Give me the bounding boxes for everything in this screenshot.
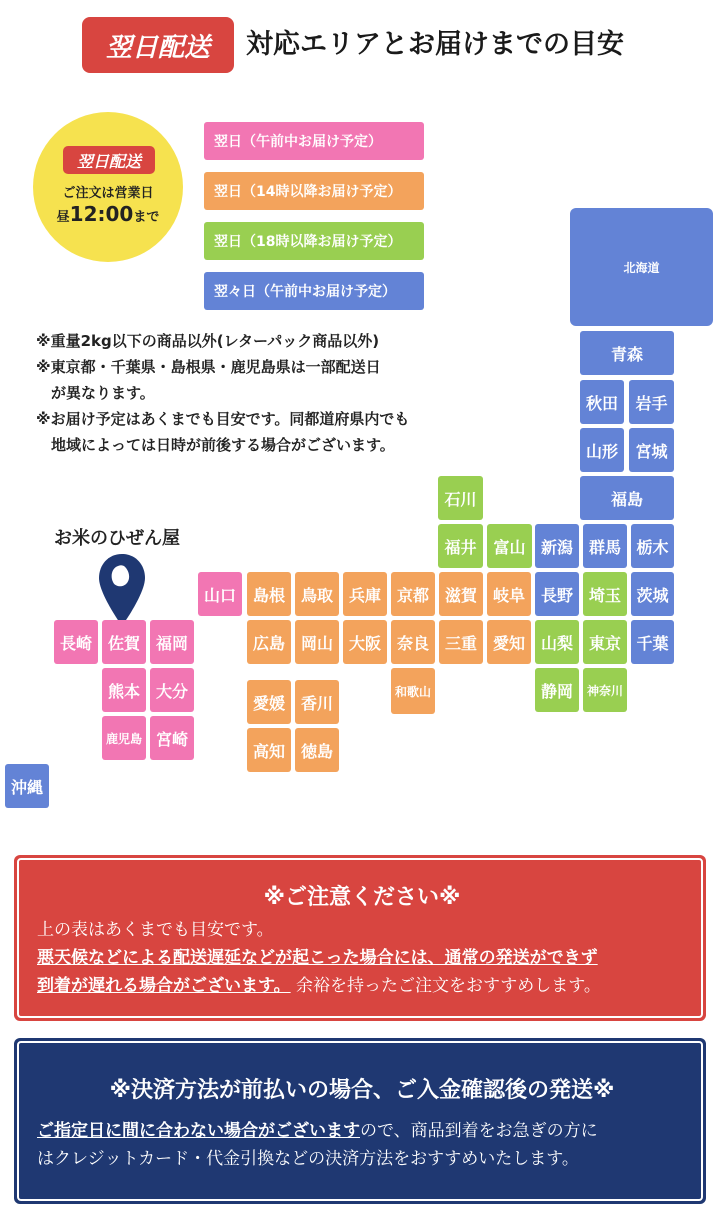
prefecture-tile: 長野 [535, 572, 579, 616]
cutoff-line1: ご注文は営業日 [62, 186, 154, 201]
note-line: 地域によっては日時が前後する場合がございます。 [36, 436, 395, 454]
note-line: が異なります。 [36, 384, 155, 402]
payment-notice-frame [17, 1041, 703, 1201]
prefecture-tile: 長崎 [54, 620, 98, 664]
prefecture-tile: 福井 [438, 524, 483, 568]
prefecture-tile: 千葉 [631, 620, 674, 664]
prefecture-tile: 福岡 [150, 620, 194, 664]
payment-line2: はクレジットカード・代金引換などの決済方法をおすすめいたします。 [37, 1149, 579, 1169]
caution-line3-rest: 余裕を持ったご注文をおすすめします。 [296, 976, 601, 996]
caution-notice-frame [17, 858, 703, 1018]
prefecture-tile: 愛媛 [247, 680, 291, 724]
caution-line3 [37, 974, 601, 998]
prefecture-tile: 宮城 [629, 428, 674, 472]
legend-item-day-after: 翌々日（午前中お届け予定） [204, 272, 424, 310]
prefecture-tile: 茨城 [631, 572, 674, 616]
prefecture-tile: 京都 [391, 572, 435, 616]
prefecture-tile: 佐賀 [102, 620, 146, 664]
prefecture-tile: 沖縄 [5, 764, 49, 808]
prefecture-tile: 青森 [580, 331, 674, 375]
prefecture-tile: 高知 [247, 728, 291, 772]
prefecture-tile: 山梨 [535, 620, 579, 664]
caution-title: ※ご注意ください※ [263, 885, 461, 910]
prefecture-tile: 宮崎 [150, 716, 194, 760]
note-line: ※重量2kg以下の商品以外(レターパック商品以外) [36, 332, 380, 350]
shop-label: お米のひぜん屋 [54, 528, 180, 549]
payment-line1-ul: ご指定日に間に合わない場合がございます [37, 1121, 360, 1141]
prefecture-tile: 岡山 [295, 620, 339, 664]
note-line: ※東京都・千葉県・島根県・鹿児島県は一部配送日 [36, 358, 381, 376]
payment-notice [14, 1038, 706, 1204]
prefecture-tile: 新潟 [535, 524, 579, 568]
caution-line2 [37, 946, 598, 970]
prefecture-tile: 熊本 [102, 668, 146, 712]
caution-line1: 上の表はあくまでも目安です。 [37, 920, 274, 940]
prefecture-tile: 徳島 [295, 728, 339, 772]
payment-title: ※決済方法が前払いの場合、ご入金確認後の発送※ [109, 1078, 615, 1103]
prefecture-tile: 大阪 [343, 620, 387, 664]
caution-line2-text: 悪天候などによる配送遅延などが起こった場合には、通常の発送ができず [37, 948, 598, 968]
prefecture-tile: 富山 [487, 524, 532, 568]
map-pin-icon [96, 552, 148, 628]
prefecture-tile: 広島 [247, 620, 291, 664]
prefecture-tile: 鳥取 [295, 572, 339, 616]
cutoff-badge: 翌日配送 [63, 146, 155, 174]
prefecture-tile: 東京 [583, 620, 627, 664]
prefecture-tile: 岩手 [629, 380, 674, 424]
prefecture-tile: 愛知 [487, 620, 531, 664]
caution-line3-ul: 到着が遅れる場合がございます。 [37, 976, 291, 996]
prefecture-tile: 滋賀 [439, 572, 483, 616]
prefecture-tile: 大分 [150, 668, 194, 712]
cutoff-time: 12:00 [69, 202, 134, 226]
notes [36, 328, 409, 458]
cutoff-line2 [33, 202, 183, 226]
prefecture-tile: 岐阜 [487, 572, 531, 616]
prefecture-tile: 山口 [198, 572, 242, 616]
next-day-badge: 翌日配送 [82, 17, 234, 73]
prefecture-tile: 和歌山 [391, 668, 435, 714]
page-title: 対応エリアとお届けまでの目安 [246, 29, 624, 60]
legend-item-next-14: 翌日（14時以降お届け予定） [204, 172, 424, 210]
payment-line1-rest: ので、商品到着をお急ぎの方に [360, 1121, 598, 1141]
cutoff-suffix: まで [133, 210, 160, 225]
prefecture-tile: 山形 [580, 428, 624, 472]
prefecture-tile: 鹿児島 [102, 716, 146, 760]
prefecture-tile: 栃木 [631, 524, 674, 568]
prefecture-tile: 北海道 [570, 208, 713, 326]
prefecture-tile: 埼玉 [583, 572, 627, 616]
prefecture-tile: 兵庫 [343, 572, 387, 616]
prefecture-tile: 三重 [439, 620, 483, 664]
prefecture-tile: 静岡 [535, 668, 579, 712]
caution-notice [14, 855, 706, 1021]
prefecture-tile: 神奈川 [583, 668, 627, 712]
prefecture-tile: 石川 [438, 476, 483, 520]
legend-item-next-morning: 翌日（午前中お届け予定） [204, 122, 424, 160]
prefecture-tile: 奈良 [391, 620, 435, 664]
prefecture-tile: 福島 [580, 476, 674, 520]
prefecture-tile: 島根 [247, 572, 291, 616]
payment-line1 [37, 1119, 598, 1143]
note-line: ※お届け予定はあくまでも目安です。同都道府県内でも [36, 410, 410, 428]
prefecture-tile: 秋田 [580, 380, 624, 424]
prefecture-tile: 香川 [295, 680, 339, 724]
legend-item-next-18: 翌日（18時以降お届け予定） [204, 222, 424, 260]
prefecture-tile: 群馬 [583, 524, 627, 568]
cutoff-prefix: 昼 [56, 210, 70, 225]
